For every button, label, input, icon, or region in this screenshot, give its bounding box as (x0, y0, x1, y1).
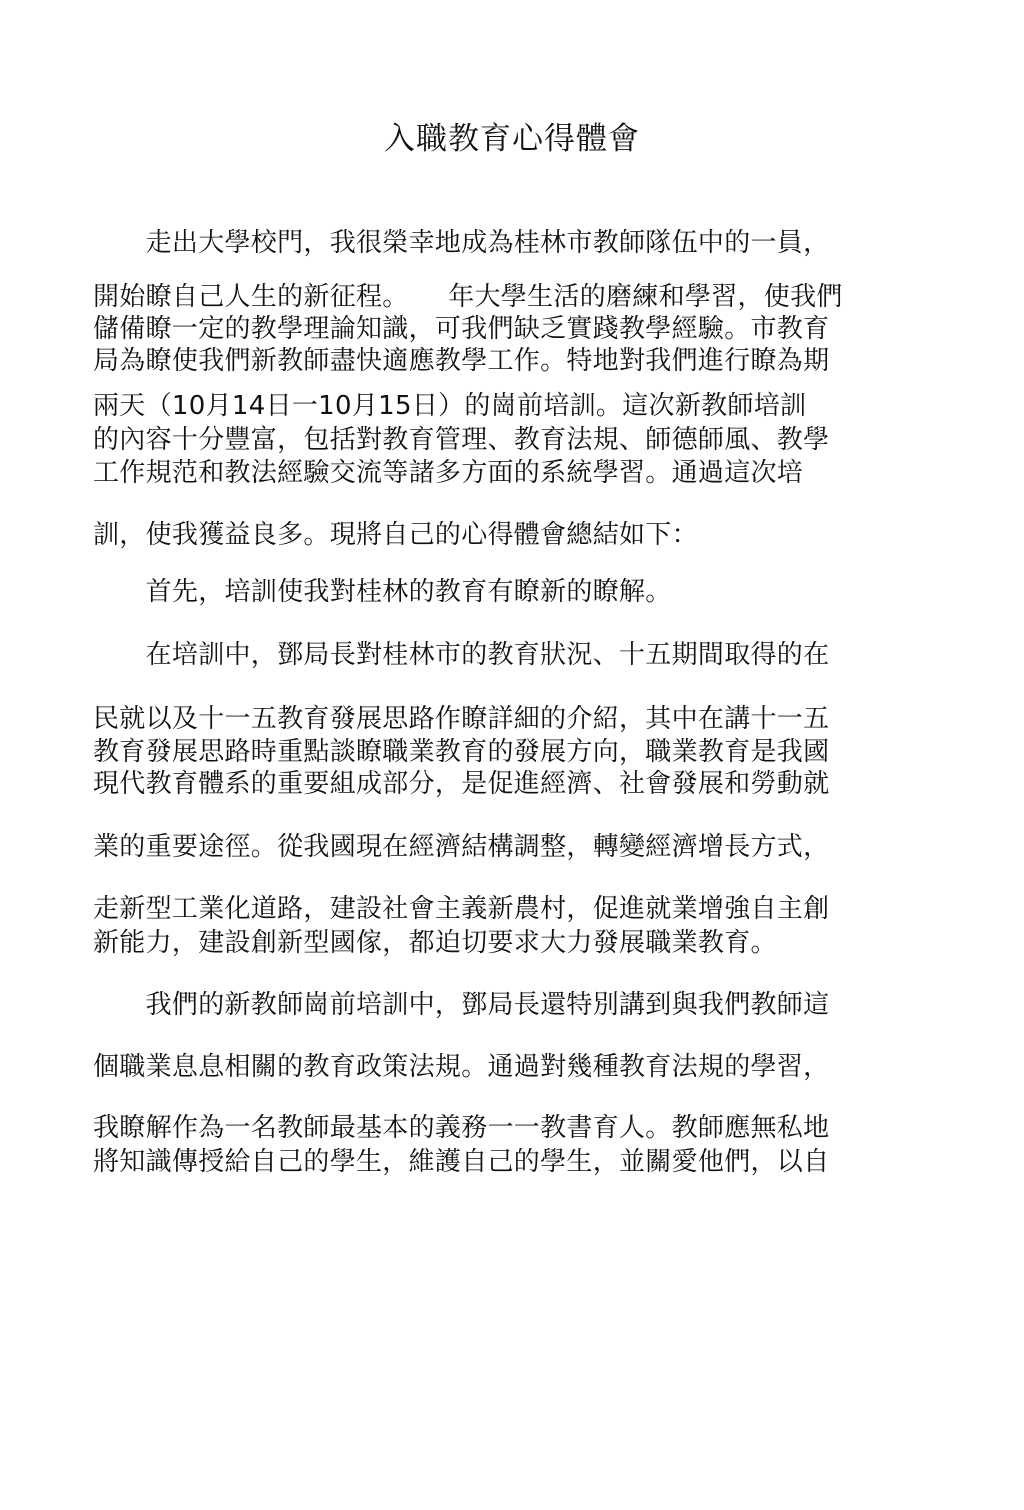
text-line: 在培訓中，鄧局長對桂林市的教育狀況、十五期間取得的在 (93, 640, 830, 670)
text-line: 民就以及十一五教育發展思路作瞭詳細的介紹，其中在講十一五 (93, 704, 830, 734)
text-line: 走新型工業化道路，建設社會主義新農村，促進就業增強自主創 (93, 894, 830, 924)
document-title: 入職教育心得體會 (384, 120, 640, 157)
text-line: 業的重要途徑。從我國現在經濟結構調整，轉變經濟增長方式， (93, 832, 830, 862)
text-line: 的內容十分豐富，包括對教育管理、教育法規、師德師風、教學 (93, 425, 830, 455)
text-line: 局為瞭使我們新教師盡快適應教學工作。特地對我們進行瞭為期 (93, 346, 830, 376)
text-line: 訓，使我獲益良多。現將自己的心得體會總結如下： (93, 520, 698, 550)
text-line: 走出大學校門，我很榮幸地成為桂林市教師隊伍中的一員， (93, 228, 830, 258)
text-line: 兩天（10月14日一10月15日）的崗前培訓。這次新教師培訓 (93, 391, 807, 421)
text-line: 首先，培訓使我對桂林的教育有瞭新的瞭解。 (93, 577, 672, 607)
text-line: 將知識傳授給自己的學生，維護自己的學生，並關愛他們，以自 (93, 1147, 830, 1177)
text-line: 現代教育體系的重要組成部分，是促進經濟、社會發展和勞動就 (93, 769, 830, 799)
text-line: 我瞭解作為一名教師最基本的義務一一教書育人。教師應無私地 (93, 1113, 830, 1143)
text-line: 教育發展思路時重點談瞭職業教育的發展方向，職業教育是我國 (93, 737, 830, 767)
text-line: 我們的新教師崗前培訓中，鄧局長還特別講到與我們教師這 (93, 990, 830, 1020)
text-line: 新能力，建設創新型國傢，都迫切要求大力發展職業教育。 (93, 928, 777, 958)
text-line: 個職業息息相關的教育政策法規。通過對幾種教育法規的學習， (93, 1052, 830, 1082)
text-line: 儲備瞭一定的教學理論知識，可我們缺乏實踐教學經驗。市教育 (93, 314, 830, 344)
text-line: 工作規范和教法經驗交流等諸多方面的系統學習。通過這次培 (93, 458, 804, 488)
text-line: 開始瞭自己人生的新征程。 年大學生活的磨練和學習，使我們 (93, 282, 843, 312)
